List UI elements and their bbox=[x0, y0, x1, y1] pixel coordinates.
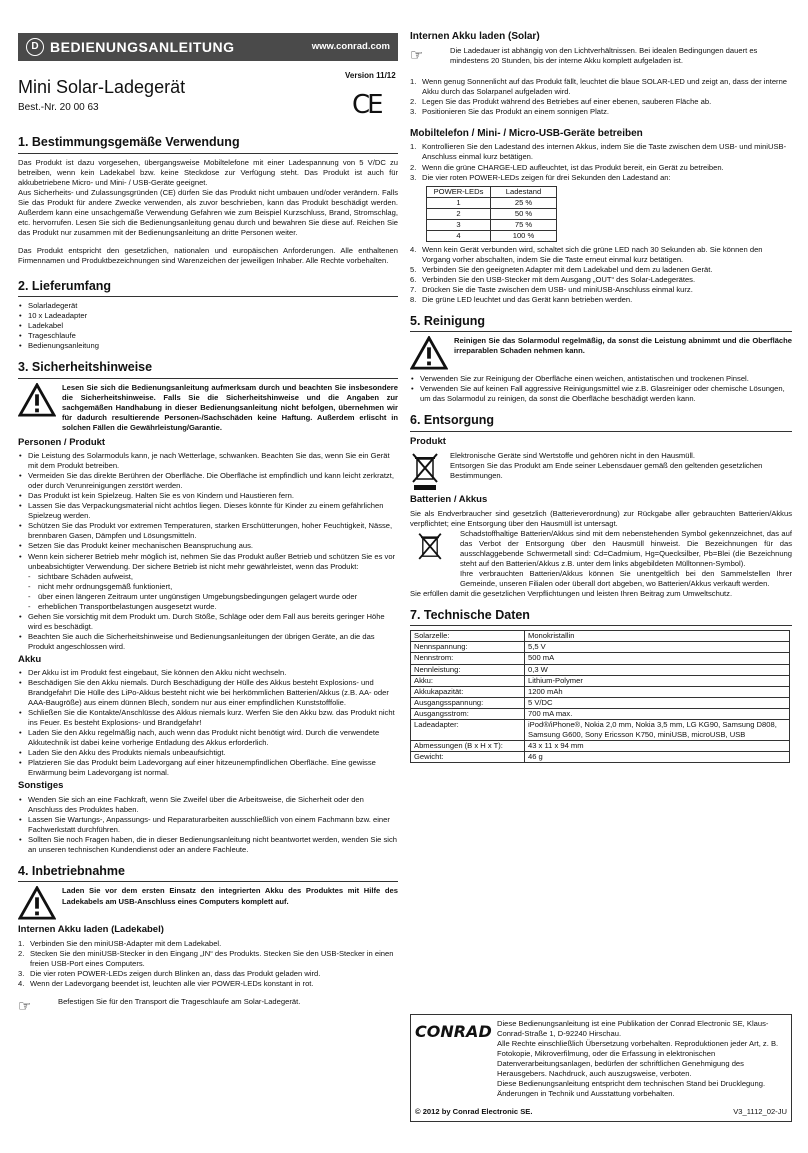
table-row: Akkukapazität: 1200 mAh bbox=[411, 686, 790, 697]
list-item: • Trageschlaufe bbox=[18, 331, 398, 341]
warning-text: Lesen Sie sich die Bedienungsanleitung aufmerksam durch und beachten Sie insbesondere die Sicherheitshinweise. Falls Sie die Sicherheitshinweise und die Angaben zur sachgemäßen Handhabung in dieser Bedienungsanleitung nicht befolgen, übernehmen wir für dadurch resultierende Personen-/Sachschäden keine Haftung. Außerdem erlischt in solchen Fällen die Gewährleistung/Garantie. bbox=[62, 382, 398, 432]
cleaning-list bbox=[410, 374, 792, 404]
list-item: • Sollten Sie noch Fragen haben, die in dieser Bedienungsanleitung nicht beantwortet werden, wenden Sie sich an unseren technischen Kundendienst oder an andere Fachleute. bbox=[18, 835, 398, 855]
hint-row bbox=[410, 46, 792, 66]
list-item: 1. Verbinden Sie den miniUSB-Adapter mit dem Ladekabel. bbox=[18, 939, 222, 949]
battery-list bbox=[18, 668, 398, 778]
scope-list bbox=[18, 301, 398, 351]
warning-triangle-icon bbox=[18, 383, 56, 417]
list-item: • Vermeiden Sie das direkte Berühren der Oberfläche. Die Oberfläche ist empfindlich und kann leicht zerkratzt, oder durch Verunreinigungen zerstört werden. bbox=[18, 471, 398, 491]
list-item: • Setzen Sie das Produkt keiner mechanischen Beanspruchung aus. bbox=[18, 541, 398, 551]
table-row: Ausgangsstrom: 700 mA max. bbox=[411, 708, 790, 719]
list-item: 5. Verbinden Sie den geeigneten Adapter mit dem Ladekabel und dem zu ladenen Gerät. bbox=[410, 264, 713, 274]
table-row: 2 50 % bbox=[427, 208, 557, 219]
paragraph: Sie als Endverbraucher sind gesetzlich (Batterieverordnung) zur Rückgabe aller gebrauchten Batterien/Akkus verpflichtet; eine Entsorgung über den Hausmüll ist untersagt. bbox=[410, 508, 792, 528]
doc-title: Mini Solar-Ladegerät bbox=[18, 77, 186, 97]
list-item: • Ladekabel bbox=[18, 321, 398, 331]
section-heading: 7. Technische Daten bbox=[410, 607, 792, 627]
table-row: Ausgangsspannung: 5 V/DC bbox=[411, 697, 790, 708]
list-item: 2. Legen Sie das Produkt während des Betriebes auf einer ebenen, sauberen Fläche ab. bbox=[410, 97, 712, 107]
table-row: 4 100 % bbox=[427, 230, 557, 241]
sub-heading: Sonstiges bbox=[18, 780, 64, 792]
section-heading: 3. Sicherheitshinweise bbox=[18, 359, 398, 379]
list-item: • Das Produkt ist kein Spielzeug. Halten Sie es von Kindern und Haustieren fern. bbox=[18, 491, 398, 501]
list-item: • Beschädigen Sie den Akku niemals. Durch Beschädigung der Hülle des Akkus besteht Explosions- und Brandgefahr! Die Hülle des LiPo-Akkus besteht nicht wie bei herkömmlichen Batterien/Akkus (z.B. AA- oder AAA-Baugröße) aus einem dünnen Blech, sondern nur aus einer empfindlichen Kunststofffolie. bbox=[18, 678, 398, 708]
table-row: Abmessungen (B x H x T): 43 x 11 x 94 mm bbox=[411, 740, 790, 751]
list-item: 3. Positionieren Sie das Produkt an einem sonnigen Platz. bbox=[410, 107, 610, 117]
publisher-text: Diese Bedienungsanleitung ist eine Publikation der Conrad Electronic SE, Klaus-Conrad-Straße 1, D-92240 Hirschau. Alle Rechte einschließlich Übersetzung vorbehalten. Reproduktionen jeder Art, z. B. Fotokopie, Mikroverfilmung, oder die Erfassung in elektronischen Datenverarbeitungsanlagen, bedürfen der schriftlichen Genehmigung des Herausgebers. Nachdruck, auch auszugsweise, verboten. Diese Bedienungsanleitung entspricht dem technischen Stand bei Drucklegung. Änderungen in Technik und Ausstattung vorbehalten. bbox=[497, 1019, 779, 1099]
table-row: Ladeadapter: iPod®/iPhone®, Nokia 2,0 mm, Nokia 3,5 mm, LG KG90, Samsung D808, Samsung G600, Sony Ericsson K750, miniUSB, microUSB, USB bbox=[411, 719, 790, 740]
warning-box bbox=[18, 886, 398, 920]
warning-box bbox=[18, 383, 398, 433]
sub-heading: Personen / Produkt bbox=[18, 436, 106, 448]
list-item: - über einen längeren Zeitraum unter ungünstigen Umgebungsbedingungen gelagert wurde oder bbox=[28, 592, 398, 602]
sub-heading: Internen Akku laden (Solar) bbox=[410, 31, 540, 42]
list-item: 6. Verbinden Sie den USB-Stecker mit dem Ausgang „OUT“ des Solar-Ladegerätes. bbox=[410, 274, 696, 284]
header-bar bbox=[18, 33, 398, 61]
list-item: • Der Akku ist im Produkt fest eingebaut, Sie können den Akku nicht wechseln. bbox=[18, 668, 398, 678]
list-item: • Beachten Sie auch die Sicherheitshinweise und Bedienungsanleitungen der übrigen Geräte, an die das Produkt angeschlossen wird. bbox=[18, 632, 398, 652]
list-item: 1. Kontrollieren Sie den Ladestand des internen Akkus, indem Sie die Taste zwischen dem USB- und miniUSB-Anschluss einmal kurz betätigen. bbox=[410, 142, 787, 162]
list-item: • Wenn kein sicherer Betrieb mehr möglich ist, nehmen Sie das Produkt außer Betrieb und schützen Sie es vor unbeabsichtigter Verwendung. Der sichere Betrieb ist nicht mehr gewährleistet, wenn das Produkt: bbox=[18, 552, 398, 572]
table-row: 3 75 % bbox=[427, 219, 557, 230]
copyright: © 2012 by Conrad Electronic SE. bbox=[415, 1106, 533, 1116]
section-heading: 1. Bestimmungsgemäße Verwendung bbox=[18, 134, 398, 154]
hint-text: Befestigen Sie für den Transport die Trageschlaufe am Solar-Ladegerät. bbox=[58, 997, 301, 1007]
list-item: • Verwenden Sie zur Reinigung der Oberfläche einen weichen, antistatischen und trockenen Pinsel. bbox=[410, 374, 792, 384]
paragraph: Aus Sicherheits- und Zulassungsgründen (CE) dürfen Sie das Produkt nicht umbauen und/oder verändern. Falls Sie das Produkt für andere Zwecke verwenden, als zuvor beschrieben, kann das Produkt beschädigt werden. Außerdem kann eine unsachgemäße Verwendung Gefahren wie zum Beispiel Kurzschluss, Brand, Stromschlag, etc. hervorrufen. Lesen Sie sich die Bedienungsanleitung genau durch und bewahren Sie diese auf. Reichen Sie das Produkt nur zusammen mit der Bedienungsanleitung an dritte Personen weiter. bbox=[18, 187, 398, 237]
misc-list bbox=[18, 795, 398, 855]
condition-list bbox=[18, 572, 398, 612]
paragraph: Das Produkt ist dazu vorgesehen, übergangsweise Mobiltelefone mit einer Ladespannung von 5 V/DC zu betreiben, wenn kein Ladekabel bzw. keine Steckdose zur Verfügung steht. Das Produkt ist auch für akkubetriebene Micro- und Mini- / USB-Geräte geeignet. bbox=[18, 157, 398, 187]
list-item: 4. Wenn der Ladevorgang beendet ist, leuchten alle vier POWER-LEDs konstant in rot. bbox=[18, 979, 314, 989]
list-item: • Gehen Sie vorsichtig mit dem Produkt um. Durch Stöße, Schläge oder dem Fall aus bereits geringer Höhe wird es beschädigt. bbox=[18, 612, 398, 632]
table-row: Gewicht: 46 g bbox=[411, 751, 790, 762]
list-item: • Wenden Sie sich an eine Fachkraft, wenn Sie Zweifel über die Arbeitsweise, die Sicherheit oder den Anschluss des Produktes haben. bbox=[18, 795, 398, 815]
battery-disposal bbox=[410, 529, 792, 589]
list-item: • Schützen Sie das Produkt vor extremen Temperaturen, starken Erschütterungen, hoher Feuchtigkeit, Nässe, brennbaren Gasen, Dämpfen und Lösungsmitteln. bbox=[18, 521, 398, 541]
table-row: Nennstrom: 500 mA bbox=[411, 653, 790, 664]
warning-text: Reinigen Sie das Solarmodul regelmäßig, da sonst die Leistung abnimmt und die Oberfläche irreparablen Schaden nehmen kann. bbox=[454, 336, 792, 356]
pointing-hand-icon: ☞ bbox=[18, 998, 32, 1016]
list-item: • Platzieren Sie das Produkt beim Ladevorgang auf einer hitzeunempfindlichen Oberfläche. Eine gewisse Erwärmung beim Ladevorgang ist normal. bbox=[18, 758, 398, 778]
device-steps bbox=[410, 245, 792, 305]
list-item: • Laden Sie den Akku des Produkts niemals unbeaufsichtigt. bbox=[18, 748, 398, 758]
warning-box bbox=[410, 336, 792, 370]
list-item: • Schließen Sie die Kontakte/Anschlüsse des Akkus niemals kurz. Werfen Sie den Akku bzw. das Produkt nicht ins Feuer. Es besteht Explosions- und Brandgefahr! bbox=[18, 708, 398, 728]
table-row: Akku: Lithium-Polymer bbox=[411, 675, 790, 686]
pointing-hand-icon: ☞ bbox=[410, 47, 424, 65]
list-item: • Solarladegerät bbox=[18, 301, 398, 311]
publisher-box bbox=[410, 1014, 792, 1122]
language-badge: D bbox=[26, 38, 44, 56]
list-item: - erheblichen Transportbelastungen ausgesetzt wurde. bbox=[28, 602, 398, 612]
safety-list bbox=[18, 451, 398, 571]
sub-heading: Produkt bbox=[410, 435, 446, 447]
led-table bbox=[426, 186, 557, 242]
sub-heading: Akku bbox=[18, 653, 42, 665]
table-row: Nennleistung: 0,3 W bbox=[411, 664, 790, 675]
tech-table bbox=[410, 630, 790, 762]
right-column bbox=[410, 28, 792, 763]
list-item: 4. Wenn kein Gerät verbunden wird, schaltet sich die grüne LED nach 30 Sekunden ab. Sie können den Vorgang vorher abschalten, indem Sie die Taste erneut einmal kurz betätigen. bbox=[410, 244, 763, 264]
header-url[interactable]: www.conrad.com bbox=[311, 40, 390, 52]
list-item: 2. Stecken Sie den miniUSB-Stecker in den Eingang „IN“ des Produkts. Stecken Sie den USB-Stecker in einen freien USB-Port eines Computers. bbox=[18, 949, 394, 969]
warning-text: Laden Sie vor dem ersten Einsatz den integrierten Akku des Produktes mit Hilfe des Ladekabels am USB-Anschluss eines Computers komplett auf. bbox=[62, 886, 398, 906]
table-row: Solarzelle: Monokristallin bbox=[411, 631, 790, 642]
list-item: - sichtbare Schäden aufweist, bbox=[28, 572, 398, 582]
section-heading: 2. Lieferumfang bbox=[18, 278, 398, 298]
section-heading: 6. Entsorgung bbox=[410, 412, 792, 432]
crossed-bin-icon bbox=[410, 451, 440, 491]
table-row: Nennspannung: 5,5 V bbox=[411, 642, 790, 653]
list-item: • Bedienungsanleitung bbox=[18, 341, 398, 351]
list-item: 7. Drücken Sie die Taste zwischen dem USB- und miniUSB-Anschluss einmal kurz. bbox=[410, 284, 693, 294]
left-column bbox=[18, 134, 398, 1020]
charge-steps bbox=[18, 939, 398, 989]
conrad-logo: CONRAD bbox=[415, 1022, 492, 1041]
ce-mark-icon: CE bbox=[352, 90, 381, 120]
sub-heading: Mobiltelefon / Mini- / Micro-USB-Geräte betreiben bbox=[410, 128, 643, 140]
list-item: - nicht mehr ordnungsgemäß funktioniert, bbox=[28, 582, 398, 592]
hint-text: Die Ladedauer ist abhängig von den Lichtverhältnissen. Bei idealen Bedingungen dauert es mindestens 20 Stunden, bis der interne Akku komplett aufgeladen ist. bbox=[450, 46, 758, 66]
paragraph: Das Produkt entspricht den gesetzlichen, nationalen und europäischen Anforderungen. Alle enthaltenen Firmennamen und Produktbezeichnungen sind Warenzeichen der jeweiligen Inhaber. Alle Rechte vorbehalten. bbox=[18, 245, 398, 265]
paragraph: Ihre verbrauchten Batterien/Akkus können Sie unentgeltlich bei den Sammelstellen Ihrer Gemeinde, unseren Filialen oder überall dort abgeben, wo Batterien/Akkus verkauft werden. bbox=[460, 568, 792, 588]
list-item: 2. Wenn die grüne CHARGE-LED aufleuchtet, ist das Produkt bereit, ein Gerät zu betreiben. bbox=[410, 162, 724, 172]
list-item: 3. Die vier roten POWER-LEDs zeigen durch Blinken an, dass das Produkt geladen wird. bbox=[18, 969, 321, 979]
warning-triangle-icon bbox=[410, 336, 448, 370]
paragraph: Sie erfüllen damit die gesetzlichen Verpflichtungen und leisten Ihren Beitrag zum Umweltschutz. bbox=[410, 588, 733, 598]
hint-row bbox=[18, 997, 398, 1017]
safety-list bbox=[18, 612, 398, 652]
list-item: • Verwenden Sie auf keinen Fall aggressive Reinigungsmittel wie z.B. Glasreiniger oder chemische Lösungen, um das Solarmodul zu reinigen, da sonst die Oberfläche beschädigt werden kann. bbox=[410, 384, 792, 404]
table-header: POWER-LEDs bbox=[427, 186, 491, 197]
table-header: Ladestand bbox=[491, 186, 557, 197]
list-item: • Laden Sie den Akku regelmäßig nach, auch wenn das Produkt nicht benötigt wird. Durch die verwendete Akkutechnik ist dabei keine vorherige Entladung des Akkus erforderlich. bbox=[18, 728, 398, 748]
list-item: 3. Die vier roten POWER-LEDs zeigen für drei Sekunden den Ladestand an: bbox=[410, 172, 671, 182]
doc-version: Version 11/12 bbox=[345, 71, 396, 80]
list-item: 8. Die grüne LED leuchtet und das Gerät kann betrieben werden. bbox=[410, 294, 633, 304]
doc-code: V3_1112_02-JU bbox=[733, 1106, 787, 1116]
solar-steps bbox=[410, 77, 792, 117]
list-item: • 10 x Ladeadapter bbox=[18, 311, 398, 321]
table-row: 1 25 % bbox=[427, 197, 557, 208]
list-item: 1. Wenn genug Sonnenlicht auf das Produkt fällt, leuchtet die blaue SOLAR-LED und zeigt an, dass der interne Akku durch das Solarpanel aufgeladen wird. bbox=[410, 77, 788, 97]
header-title: BEDIENUNGSANLEITUNG bbox=[50, 38, 235, 55]
order-number: Best.-Nr. 20 00 63 bbox=[18, 102, 99, 113]
sub-heading: Internen Akku laden (Ladekabel) bbox=[18, 924, 164, 936]
section-heading: 4. Inbetriebnahme bbox=[18, 863, 398, 883]
sub-heading: Batterien / Akkus bbox=[410, 494, 488, 506]
list-item: • Lassen Sie das Verpackungsmaterial nicht achtlos liegen. Dieses könnte für Kinder zu einem gefährlichen Spielzeug werden. bbox=[18, 501, 398, 521]
section-heading: 5. Reinigung bbox=[410, 313, 792, 333]
crossed-bin-icon bbox=[416, 531, 444, 567]
list-item: • Lassen Sie Wartungs-, Anpassungs- und Reparaturarbeiten ausschließlich von einem Fachmann bzw. einer Fachwerkstatt durchführen. bbox=[18, 815, 398, 835]
disposal-row bbox=[410, 451, 792, 491]
paragraph: Schadstoffhaltige Batterien/Akkus sind mit dem nebenstehenden Symbol gekennzeichnet, das auf das Verbot der Entsorgung über den Hausmüll hinweist. Die Bezeichnungen für das ausschlaggebende Schwermetall sind: Cd=Cadmium, Hg=Quecksilber, Pb=Blei (die Bezeichnung steht auf den Batterien/Akkus z.B. unter dem links abgebildeten Mülltonnen-Symbol). bbox=[460, 528, 792, 568]
disposal-text: Elektronische Geräte sind Wertstoffe und gehören nicht in den Hausmüll. Entsorgen Sie das Produkt am Ende seiner Lebensdauer gemäß den geltenden gesetzlichen Bestimmungen. bbox=[450, 451, 763, 481]
warning-triangle-icon bbox=[18, 886, 56, 920]
device-steps bbox=[410, 142, 792, 182]
list-item: • Die Leistung des Solarmoduls kann, je nach Wetterlage, schwanken. Beachten Sie das, wenn Sie ein Gerät mit dem Produkt betreiben. bbox=[18, 451, 398, 471]
